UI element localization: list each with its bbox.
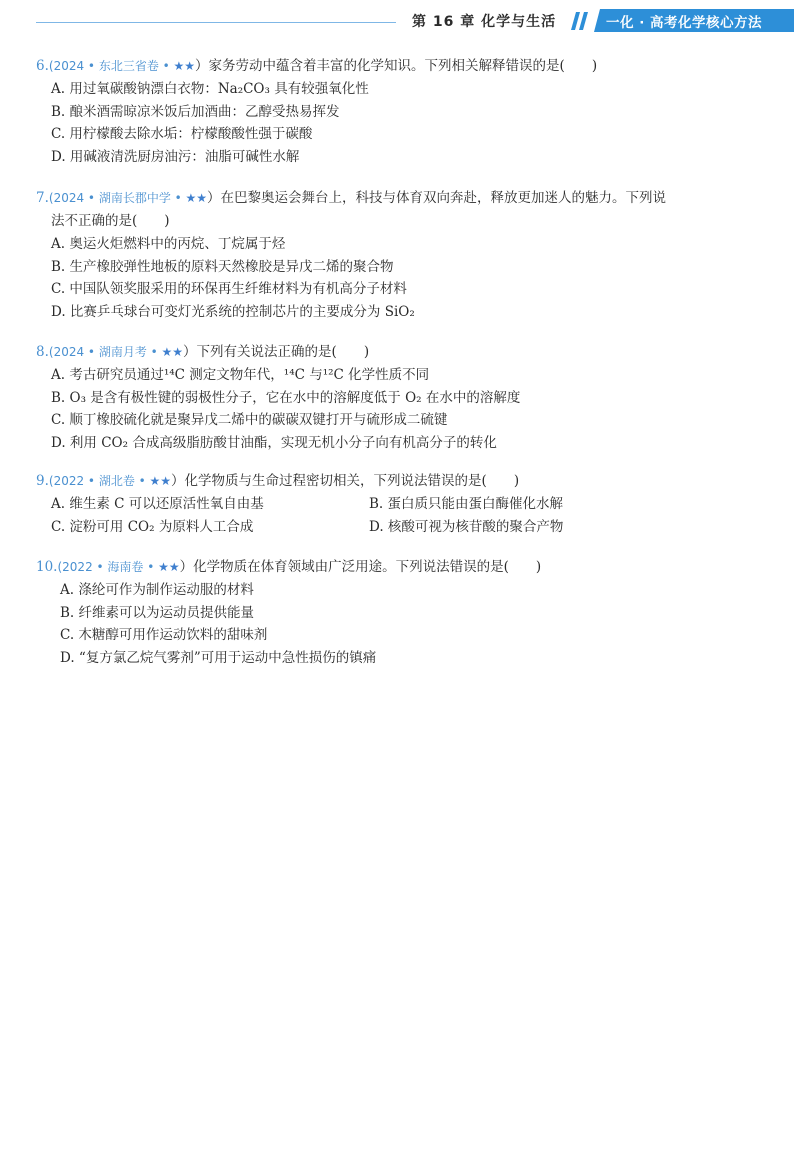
- option-a: A. 维生素 C 可以还原活性氧自由基: [51, 496, 264, 512]
- double-slash-icon: [570, 10, 592, 32]
- question-source: (2024 • 东北三省卷 •: [48, 59, 174, 73]
- question-stem: [36, 187, 736, 210]
- question-stem: [36, 556, 736, 579]
- question-number: 7.: [36, 190, 49, 206]
- option-c: C. 中国队领奖服采用的环保再生纤维材料为有机高分子材料: [51, 281, 407, 297]
- question-source: (2022 • 海南卷 •: [57, 560, 159, 574]
- stem-text: ）下列有关说法正确的是( ): [183, 344, 370, 360]
- stem-text: ）化学物质在体育领域由广泛用途。下列说法错误的是( ): [179, 559, 542, 575]
- option-d: D. 利用 CO₂ 合成高级脂肪酸甘油酯，实现无机小分子向有机高分子的转化: [51, 434, 497, 451]
- page-header: [0, 0, 794, 36]
- question-8: [36, 341, 736, 454]
- difficulty-stars-icon: ★★: [149, 474, 172, 488]
- option-d: D. 比赛乒乓球台可变灯光系统的控制芯片的主要成分为 SiO₂: [51, 303, 415, 320]
- stem-text: ）化学物质与生命过程密切相关，下列说法错误的是( ): [171, 473, 520, 489]
- difficulty-stars-icon: ★★: [173, 59, 196, 73]
- option-b: B. O₃ 是含有极性键的弱极性分子，它在水中的溶解度低于 O₂ 在水中的溶解度: [51, 389, 521, 406]
- option-c: C. 木糖醇可用作运动饮料的甜味剂: [60, 627, 268, 643]
- option-a: A. 奥运火炬燃料中的丙烷、丁烷属于烃: [51, 236, 286, 252]
- chapter-title: 第 16 章 化学与生活: [412, 14, 557, 30]
- option-c: C. 顺丁橡胶硫化就是聚异戊二烯中的碳碳双键打开与硫形成二硫键: [51, 412, 448, 428]
- option-d: D. “复方氯乙烷气雾剂”可用于运动中急性损伤的镇痛: [60, 649, 377, 666]
- option-c: C. 淀粉可用 CO₂ 为原料人工合成: [51, 518, 254, 535]
- option-d: D. 用碱液清洗厨房油污：油脂可碱性水解: [51, 148, 300, 165]
- question-source: (2022 • 湖北卷 •: [48, 474, 150, 488]
- stem-text: ）家务劳动中蕴含着丰富的化学知识。下列相关解释错误的是( ): [195, 58, 598, 74]
- option-a: A. 涤纶可作为制作运动服的材料: [60, 582, 254, 598]
- option-a: A. 用过氧碳酸钠漂白衣物：Na₂CO₃ 具有较强氧化性: [51, 81, 369, 97]
- question-number: 9.: [36, 473, 49, 489]
- stem-text: ）在巴黎奥运会舞台上，科技与体育双向奔赴，释放更加迷人的魅力。下列说: [207, 190, 667, 206]
- question-stem: [36, 55, 736, 78]
- option-b: B. 酿米酒需晾凉米饭后加酒曲：乙醇受热易挥发: [51, 103, 340, 120]
- option-b: B. 纤维素可以为运动员提供能量: [60, 604, 255, 621]
- options-grid: [36, 493, 736, 538]
- question-source: (2024 • 湖南月考 •: [48, 345, 162, 359]
- question-6: [36, 55, 736, 168]
- option-d: D. 核酸可视为核苷酸的聚合产物: [369, 518, 564, 535]
- question-7: [36, 187, 736, 323]
- stem-text-continued: 法不正确的是( ): [51, 213, 170, 229]
- difficulty-stars-icon: ★★: [161, 345, 184, 359]
- option-c: C. 用柠檬酸去除水垢：柠檬酸酸性强于碳酸: [51, 126, 313, 142]
- question-stem: [36, 341, 736, 364]
- question-stem: [36, 470, 736, 493]
- question-number: 8.: [36, 344, 49, 360]
- option-a: A. 考古研究员通过¹⁴C 测定文物年代，¹⁴C 与¹²C 化学性质不同: [51, 367, 430, 383]
- option-b: B. 蛋白质只能由蛋白酶催化水解: [369, 496, 564, 512]
- header-rule: [36, 22, 396, 23]
- question-source: (2024 • 湖南长郡中学 •: [48, 191, 186, 205]
- difficulty-stars-icon: ★★: [158, 560, 180, 574]
- book-brand: 一化 · 高考化学核心方法: [606, 15, 763, 31]
- question-9: [36, 470, 736, 538]
- option-b: B. 生产橡胶弹性地板的原料天然橡胶是异戊二烯的聚合物: [51, 258, 394, 275]
- question-10: [36, 556, 736, 669]
- difficulty-stars-icon: ★★: [185, 191, 208, 205]
- question-number: 6.: [36, 58, 49, 74]
- question-number: 10.: [36, 559, 58, 575]
